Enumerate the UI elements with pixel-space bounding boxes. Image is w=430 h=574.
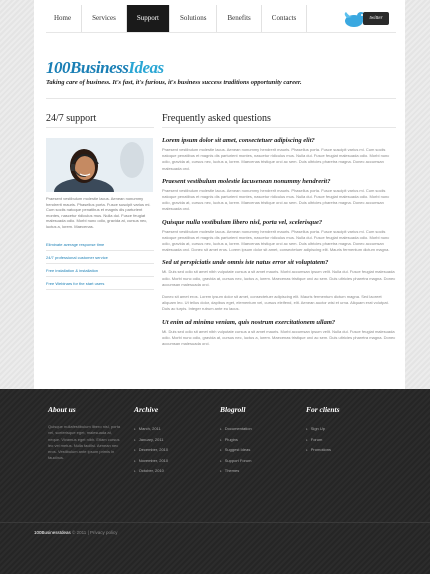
faq-answer: Donec sit amet eros. Lorem ipsum dolor sit amet, consectetuer adipiscing elit. Mauris fermentum dictum magna. Sed laoreet aliquam leo. Ut tellus dolor, dapibus eget, elementum vel, cursus eleifend, elit. Aenean auctor wisi et urna. Aliquam erat volutpat. Duis ac turpis. Integer rutrum ante eu lacus. xyxy=(162,294,389,312)
divider xyxy=(162,127,396,128)
main-container xyxy=(34,0,405,389)
faq-heading: Frequently asked questions xyxy=(162,113,271,124)
sidebar-links xyxy=(46,238,154,290)
sidebar-heading: 24/7 support xyxy=(46,113,97,124)
nav-support[interactable]: Support xyxy=(127,5,170,32)
sidebar-link[interactable]: Free Webinars for the start users xyxy=(46,277,154,290)
faq-answer: Praesent vestibulum molestie lacus. Aenean nonummy hendrerit mauris. Phasellus porta. Fusce suscipit varius mi. Cum sociis natoque penatibus et magnis dis parturient montes, nascetur ridiculus mus. Nulla dui. Fusce feugiat malesuada odio. Morbi nunc odio, gravida at, cursus nec, luctus a, lorem. Maecenas tristique orci ac sem. Duis ultricies pharetra magna. Donec accumsan malesuada orci. xyxy=(162,147,390,171)
faq-item xyxy=(162,319,396,348)
faq-answer: Praesent vestibulum molestie lacus. Aenean nonummy hendrerit mauris. Phasellus porta. Fusce suscipit varius mi. Cum sociis natoque penatibus et magnis dis parturient montes, nascetur ridiculus mus. Nulla dui. Fusce feugiat malesuada odio. Morbi nunc odio, gravida at, cursus nec, luctus a, lorem. Maecenas tristique orci ac sem. Duis ultricies pharetra magna. Donec accumsan malesuada orci. Donec sit amet eros. Lorem ipsum dolor sit amet, consectetuer adipiscing elit. Mauris fermentum dictum magna. xyxy=(162,228,390,253)
nav-services[interactable]: Services xyxy=(82,5,127,32)
footer-blogroll-link[interactable]: ▸ Plugins xyxy=(220,435,252,446)
footer-clients-title: For clients xyxy=(306,405,340,414)
footer-archive-link[interactable]: ▸ October, 2010 xyxy=(134,466,168,477)
sidebar-link[interactable]: 24/7 professional customer service xyxy=(46,251,154,264)
footer-blogroll-link[interactable]: ▸ Support Forum xyxy=(220,456,252,467)
twitter-button[interactable] xyxy=(341,8,405,30)
footer-archive-title: Archive xyxy=(134,405,159,414)
logo-part2: Ideas xyxy=(128,58,164,77)
logo[interactable] xyxy=(46,58,164,78)
sidebar-link[interactable]: Free installation & installation xyxy=(46,264,154,277)
footer-clients-link[interactable]: ▸ Sign Up xyxy=(306,424,340,435)
faq-item xyxy=(162,259,396,312)
footer-archive-link[interactable]: ▸ March, 2011 xyxy=(134,424,168,435)
nav-home[interactable]: Home xyxy=(34,5,82,32)
footer-blogroll-link[interactable]: ▸ Themes xyxy=(220,466,252,477)
footer-archive xyxy=(134,405,168,477)
main-nav xyxy=(34,5,307,32)
footer-archive-link[interactable]: ▸ December, 2010 xyxy=(134,445,168,456)
footer-divider xyxy=(0,522,430,523)
copyright xyxy=(34,530,118,535)
footer-archive-link[interactable]: ▸ November, 2010 xyxy=(134,456,168,467)
support-photo xyxy=(46,138,153,192)
copyright-sep: | xyxy=(87,530,89,535)
footer xyxy=(0,389,430,574)
footer-about xyxy=(48,405,124,462)
tagline: Taking care of business. It's fast, it's furious, it's business success traditions opportunity career. xyxy=(46,79,302,86)
faq-question: Lorem ipsum dolor sit amet, consectetuer adipiscing elit? xyxy=(162,137,315,144)
footer-clients xyxy=(306,405,340,456)
faq-question: Sed ut perspiciatis unde omnis iste natus error sit voluptatem? xyxy=(162,259,329,267)
faq-list xyxy=(162,137,396,353)
footer-blogroll xyxy=(220,405,252,477)
footer-clients-link[interactable]: ▸ Promotions xyxy=(306,445,340,456)
faq-item xyxy=(162,219,396,254)
footer-inner xyxy=(34,389,405,574)
footer-about-text: Quisque nullafestibulum libero nisl, porta vel, scelerisque eget, malesuada at, neque. Vivamus eget nibh. Etiam cursus leo vel metus. Nulla facilisi. Aenean nec eros. Vestibulum ante ipsum primis in faucibus. xyxy=(48,424,121,461)
sidebar-link[interactable]: Eliminate average response time xyxy=(46,238,154,251)
nav-solutions[interactable]: Solutions xyxy=(170,5,217,32)
footer-blogroll-link[interactable]: ▸ Suggest Ideas xyxy=(220,445,252,456)
nav-contacts[interactable]: Contacts xyxy=(262,5,308,32)
logo-part1: 100Business xyxy=(46,58,129,77)
copyright-text: © 2011 xyxy=(72,530,87,535)
nav-benefits[interactable]: Benefits xyxy=(217,5,261,32)
divider xyxy=(46,32,396,33)
footer-about-title: About us xyxy=(48,405,76,414)
faq-item xyxy=(162,137,396,172)
support-agent-image xyxy=(46,138,153,192)
faq-answer: Mi. Duis sed odio sit amet nibh vulputate cursus a sit amet mauris. Morbi accumsan ipsum velit. Nulla dui. Fusce feugiat malesuada odio. Morbi nunc odio, gravida at, cursus nec, luctus a, lorem. Maecenas tristique orci ac sem. Duis ultricies pharetra magna. Donec accumsan malesuada orci. xyxy=(162,269,396,287)
privacy-policy-link[interactable]: Privacy policy xyxy=(90,530,118,535)
sidebar-text: Praesent vestibulum molestie lacus. Aenean nonummy hendrerit mauris. Phasellus porta. Fusce suscipit varius mi. Cum sociis natoque penatibus et magnis dis parturient montes, nascetur ridiculus mus. Nulla dui. Fusce feugiat malesuada odio. Morbi nunc odio, gravida at, cursus nec, luctus a, lorem. Maecenas. xyxy=(46,196,151,229)
divider xyxy=(46,98,396,99)
faq-answer: Mi. Duis sed odio sit amet nibh vulputate cursus a sit amet mauris. Morbi accumsan ipsum velit. Nulla dui. Fusce feugiat malesuada odio. Morbi nunc odio, gravida at, cursus nec, luctus a, lorem. Maecenas tristique orci ac sem. Duis ultricies pharetra magna. Donec accumsan malesuada orci. xyxy=(162,328,396,347)
faq-item xyxy=(162,178,396,213)
twitter-label: twitter xyxy=(363,12,389,25)
footer-clients-link[interactable]: ▸ Forum xyxy=(306,435,340,446)
divider xyxy=(46,127,154,128)
faq-question: Quisque nulla vestibulum libero nisl, porta vel, scelerisque? xyxy=(162,218,323,226)
footer-archive-link[interactable]: ▸ January, 2011 xyxy=(134,435,168,446)
copyright-brand: 100BusinessIdeas xyxy=(34,530,71,535)
footer-blogroll-title: Blogroll xyxy=(220,405,246,414)
faq-question: Ut enim ad minima veniam, quis nostrum exercitationem ullam? xyxy=(162,318,336,326)
faq-answer: Praesent vestibulum molestie lacus. Aenean nonummy hendrerit mauris. Phasellus porta. Fusce suscipit varius mi. Cum sociis natoque penatibus et magnis dis parturient montes, nascetur ridiculus mus. Nulla dui. Fusce feugiat malesuada odio. Morbi nunc odio, gravida at, cursus nec, luctus a, lorem. Maecenas tristique orci ac sem. Duis ultricies pharetra magna. Donec accumsan malesuada orci. xyxy=(162,187,390,212)
footer-blogroll-link[interactable]: ▸ Documentation xyxy=(220,424,252,435)
faq-question: Praesent vestibulum molestie lacusenean nonummy hendrerit? xyxy=(162,177,331,185)
